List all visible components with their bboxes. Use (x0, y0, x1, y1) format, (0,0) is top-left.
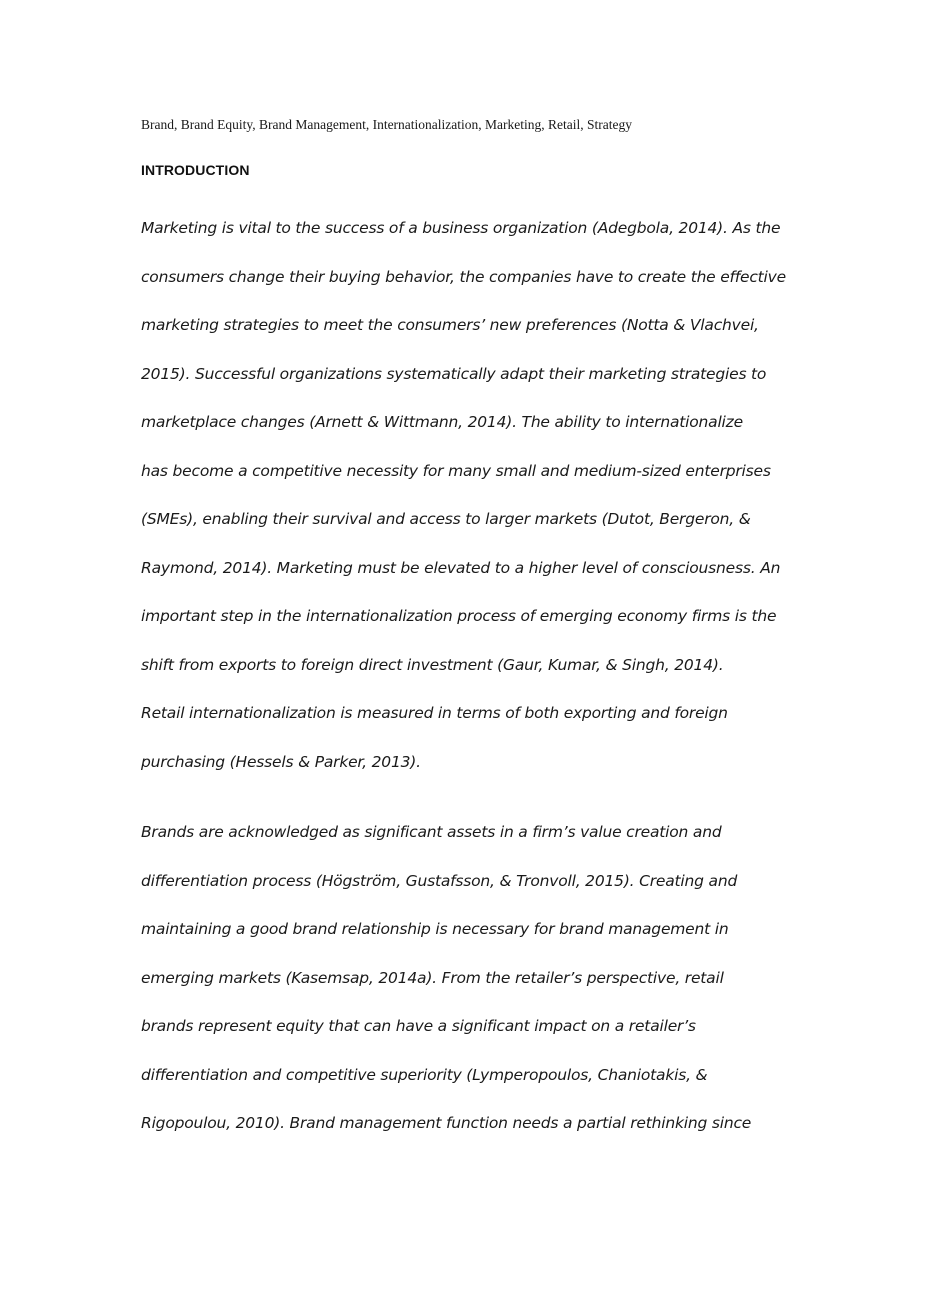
paragraph-line: Retail internationalization is measured in terms of both exporting and foreign (141, 704, 728, 722)
paragraph-line: marketing strategies to meet the consumers’ new preferences (Notta & Vlachvei, (141, 316, 759, 334)
paragraph-line: brands represent equity that can have a significant impact on a retailer’s (141, 1017, 696, 1035)
paragraph-line: differentiation process (Högström, Gustafsson, & Tronvoll, 2015). Creating and (141, 872, 738, 890)
paragraph-line: consumers change their buying behavior, the companies have to create the effective (141, 268, 786, 286)
paragraph-line: shift from exports to foreign direct investment (Gaur, Kumar, & Singh, 2014). (141, 656, 724, 674)
paragraph-line: emerging markets (Kasemsap, 2014a). From the retailer’s perspective, retail (141, 969, 724, 987)
paragraph-line: Raymond, 2014). Marketing must be elevated to a higher level of consciousness. An (141, 559, 781, 577)
paragraph-line: Rigopoulou, 2010). Brand management function needs a partial rethinking since (141, 1114, 752, 1132)
paragraph-line: has become a competitive necessity for many small and medium-sized enterprises (141, 462, 771, 480)
paragraph-line: (SMEs), enabling their survival and access to larger markets (Dutot, Bergeron, & (141, 510, 751, 528)
keywords-line: Brand, Brand Equity, Brand Management, Internationalization, Marketing, Retail, Strategy (141, 117, 632, 132)
paragraph-line: maintaining a good brand relationship is necessary for brand management in (141, 920, 729, 938)
paragraph-line: Marketing is vital to the success of a business organization (Adegbola, 2014). As the (141, 219, 781, 237)
paragraph-line: 2015). Successful organizations systematically adapt their marketing strategies to (141, 365, 767, 383)
paragraph-line: purchasing (Hessels & Parker, 2013). (141, 753, 421, 771)
paragraph-line: differentiation and competitive superiority (Lymperopoulos, Chaniotakis, & (141, 1066, 708, 1084)
paragraph-line: important step in the internationalization process of emerging economy firms is the (141, 607, 777, 625)
section-heading-introduction: INTRODUCTION (141, 162, 250, 178)
paragraph-line: marketplace changes (Arnett & Wittmann, 2014). The ability to internationalize (141, 413, 743, 431)
paragraph-line: Brands are acknowledged as significant assets in a firm’s value creation and (141, 823, 722, 841)
